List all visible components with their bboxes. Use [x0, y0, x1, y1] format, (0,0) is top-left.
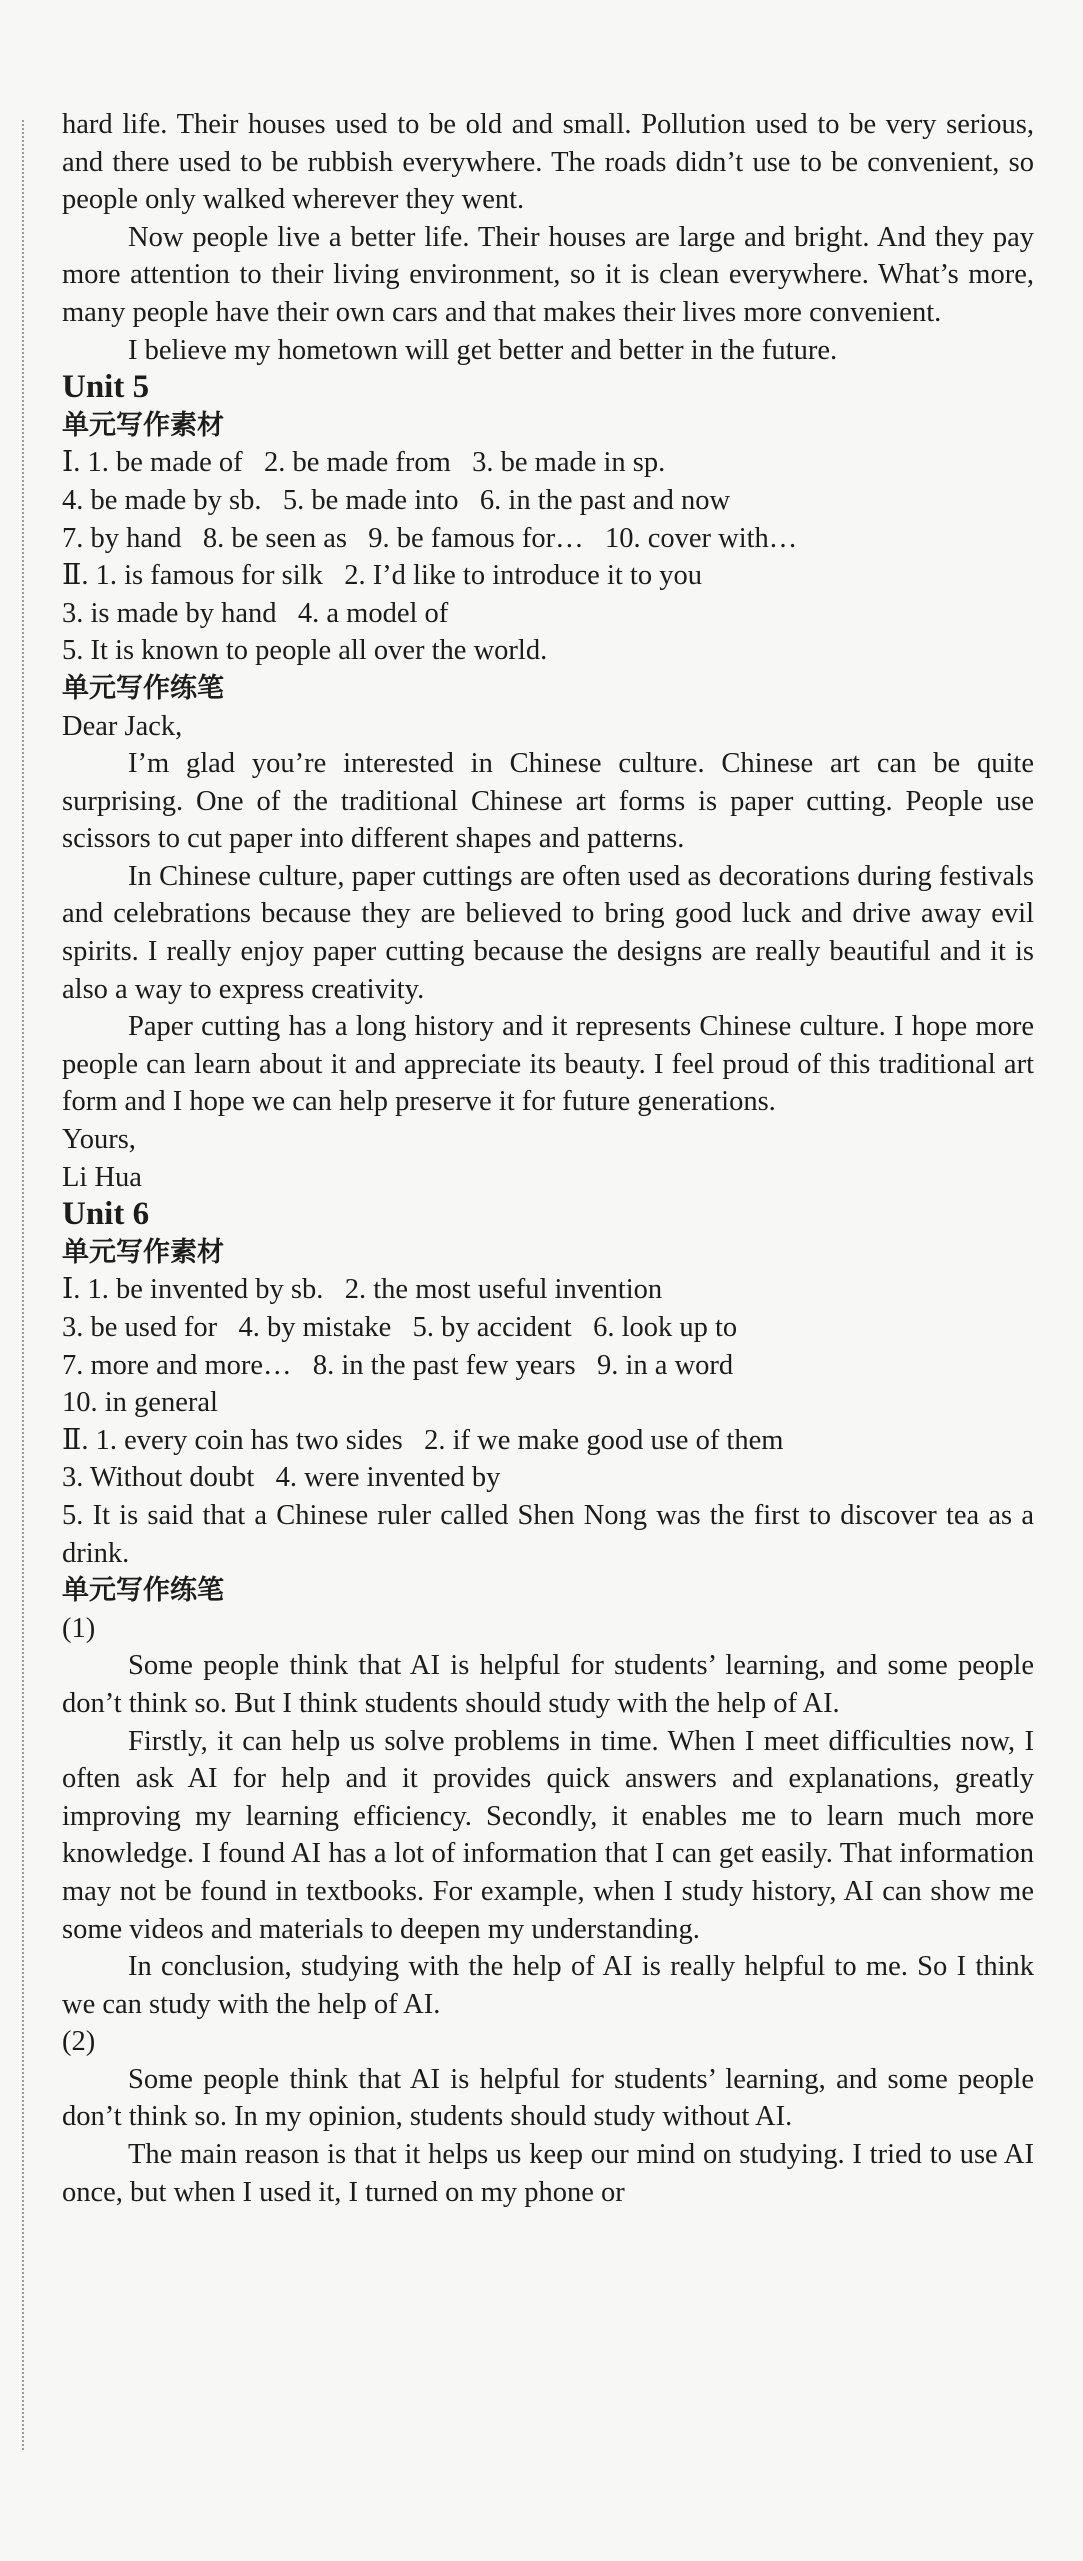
- unit6-material-line: 3. Without doubt 4. were invented by: [62, 1462, 501, 1494]
- unit5-materials-heading: 单元写作素材: [62, 409, 224, 441]
- unit5-material-line: Ⅱ. 1. is famous for silk 2. I’d like to introduce it to you: [62, 560, 702, 592]
- essay2-number: (2): [62, 2026, 96, 2058]
- unit6-material-line: Ⅱ. 1. every coin has two sides 2. if we make good use of them: [62, 1424, 784, 1456]
- letter-paragraph-3: Paper cutting has a long history and it represents Chinese culture. I hope more people can learn about it and appreciate its beauty. I feel proud of this traditional art form and I hope we can help preserve it for future generations.: [62, 1011, 1034, 1118]
- unit6-material-line: 10. in general: [62, 1387, 218, 1419]
- unit5-material-line: 4. be made by sb. 5. be made into 6. in the past and now: [62, 484, 731, 516]
- intro-paragraph-2: Now people live a better life. Their houses are large and bright. And they pay more attention to their living environment, so it is clean everywhere. What’s more, many people have their own cars and that makes their lives more convenient.: [62, 221, 1034, 328]
- unit5-title: Unit 5: [62, 369, 150, 406]
- margin-dotted-line: [22, 120, 24, 2450]
- unit6-title: Unit 6: [62, 1196, 150, 1233]
- unit5-material-line: 7. by hand 8. be seen as 9. be famous for… 10. cover with…: [62, 522, 798, 554]
- unit5-material-line: 3. is made by hand 4. a model of: [62, 597, 449, 629]
- unit5-material-line: Ⅰ. 1. be made of 2. be made from 3. be made in sp.: [62, 447, 666, 479]
- essay2-paragraph-2: The main reason is that it helps us keep our mind on studying. I tried to use AI once, but when I used it, I turned on my phone or: [62, 2139, 1034, 2208]
- unit6-materials-heading: 单元写作素材: [62, 1236, 224, 1268]
- intro-paragraph-1: hard life. Their houses used to be old and small. Pollution used to be very serious, and there used to be rubbish everywhere. The roads didn’t use to be convenient, so people only walked wherever they went.: [62, 109, 1034, 216]
- unit6-material-line: 5. It is said that a Chinese ruler called Shen Nong was the first to discover tea as a drink.: [62, 1499, 1034, 1569]
- unit6-practice-heading: 单元写作练笔: [62, 1575, 224, 1607]
- unit6-material-line: 7. more and more… 8. in the past few years 9. in a word: [62, 1349, 734, 1381]
- unit6-material-line: Ⅰ. 1. be invented by sb. 2. the most useful invention: [62, 1274, 663, 1306]
- essay1-paragraph-3: In conclusion, studying with the help of AI is really helpful to me. So I think we can study with the help of AI.: [62, 1951, 1034, 2020]
- letter-paragraph-2: In Chinese culture, paper cuttings are often used as decorations during festivals and celebrations because they are believed to bring good luck and drive away evil spirits. I really enjoy paper cutting because the designs are really beautiful and it is also a way to express creativity.: [62, 860, 1034, 1005]
- essay2-paragraph-1: Some people think that AI is helpful for students’ learning, and some people don’t think so. In my opinion, students should study without AI.: [62, 2063, 1034, 2133]
- letter-closing: Yours,: [62, 1124, 136, 1156]
- letter-paragraph-1: I’m glad you’re interested in Chinese culture. Chinese art can be quite surprising. One of the traditional Chinese art forms is paper cutting. People use scissors to cut paper into different shapes and patterns.: [62, 748, 1034, 855]
- unit6-material-line: 3. be used for 4. by mistake 5. by accident 6. look up to: [62, 1312, 738, 1343]
- essay1-number: (1): [62, 1612, 96, 1644]
- intro-paragraph-3: I believe my hometown will get better and better in the future.: [128, 334, 838, 366]
- unit5-material-line: 5. It is known to people all over the world.: [62, 635, 548, 667]
- essay1-paragraph-2: Firstly, it can help us solve problems in time. When I meet difficulties now, I often ask AI for help and it provides quick answers and explanations, greatly improving my learning efficiency. Secondly, it enables me to learn much more knowledge. I found AI has a lot of information that I can get easily. That information may not be found in textbooks. For example, when I study history, AI can show me some videos and materials to deepen my understanding.: [62, 1725, 1034, 1945]
- answer-page: [62, 106, 1034, 2211]
- letter-greeting: Dear Jack,: [62, 710, 183, 742]
- essay1-paragraph-1: Some people think that AI is helpful for students’ learning, and some people don’t think so. But I think students should study with the help of AI.: [62, 1650, 1034, 1719]
- letter-signature: Li Hua: [62, 1161, 142, 1193]
- unit5-practice-heading: 单元写作练笔: [62, 672, 224, 704]
